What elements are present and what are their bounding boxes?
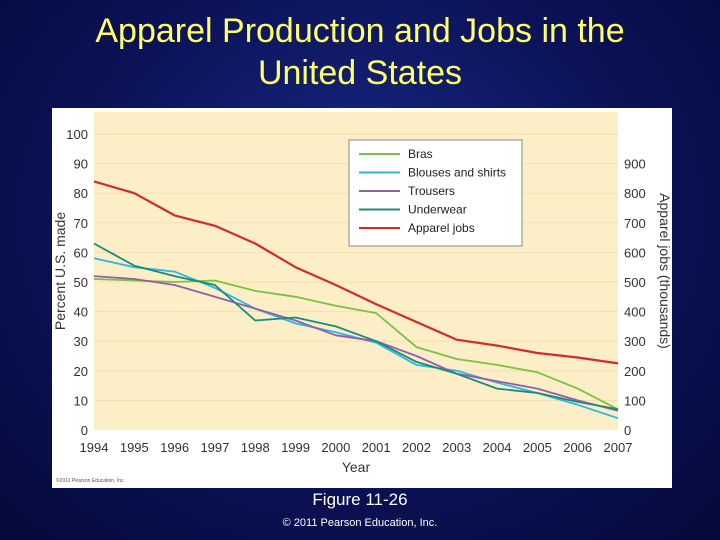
x-tick-label: 1994 xyxy=(79,440,109,455)
chart-figure xyxy=(52,108,672,488)
y-tick-label: 0 xyxy=(80,423,88,438)
y-tick-label: 30 xyxy=(73,334,88,350)
legend-label: Blouses and shirts xyxy=(408,165,507,180)
legend-label: Underwear xyxy=(408,202,467,217)
y2-tick-label: 300 xyxy=(624,334,646,350)
y2-axis-label: Apparel jobs (thousands) xyxy=(657,193,672,349)
y2-tick-label: 400 xyxy=(624,304,646,320)
y-tick-label: 70 xyxy=(73,215,88,231)
x-tick-label: 1997 xyxy=(200,440,230,455)
x-axis-ticks xyxy=(80,440,633,455)
y-tick-label: 90 xyxy=(73,156,88,172)
y-tick-label: 10 xyxy=(73,393,88,409)
x-tick-label: 1999 xyxy=(281,440,310,455)
y-tick-label: 100 xyxy=(66,127,88,142)
y2-tick-label: 700 xyxy=(624,215,646,231)
line-chart xyxy=(52,108,672,488)
y2-tick-label: 900 xyxy=(624,156,646,172)
legend-label: Apparel jobs xyxy=(408,221,475,235)
x-tick-label: 2007 xyxy=(603,440,633,455)
y-tick-label: 80 xyxy=(73,186,88,202)
y-tick-label: 40 xyxy=(73,304,88,320)
y-axis-label: Percent U.S. made xyxy=(52,211,68,331)
legend xyxy=(349,140,522,246)
y-tick-label: 50 xyxy=(73,275,88,290)
slide-title-line-1: Apparel Production and Jobs in the xyxy=(95,12,625,50)
x-tick-label: 2005 xyxy=(522,440,552,455)
x-tick-label: 1995 xyxy=(119,440,149,455)
x-tick-label: 1996 xyxy=(160,440,190,455)
right-axis-ticks xyxy=(624,157,646,438)
y-tick-label: 20 xyxy=(73,363,88,379)
x-tick-label: 2002 xyxy=(402,440,431,455)
x-tick-label: 2000 xyxy=(321,440,351,455)
y2-tick-label: 100 xyxy=(624,393,646,409)
x-tick-label: 2001 xyxy=(361,440,391,455)
legend-label: Bras xyxy=(408,147,433,161)
y2-tick-label: 200 xyxy=(624,363,646,379)
y2-tick-label: 500 xyxy=(624,275,646,290)
x-axis-label: Year xyxy=(341,459,371,475)
chart-credit: ©2011 Pearson Education, Inc. xyxy=(56,478,125,484)
x-tick-label: 2003 xyxy=(442,440,472,455)
x-tick-label: 2004 xyxy=(482,440,512,455)
x-tick-label: 2006 xyxy=(563,440,593,455)
slide-title-line-2: United States xyxy=(257,54,463,92)
y2-tick-label: 800 xyxy=(624,186,646,202)
legend-label: Trousers xyxy=(408,184,455,198)
y2-tick-label: 600 xyxy=(624,245,646,261)
copyright-text: © 2011 Pearson Education, Inc. xyxy=(282,517,438,529)
figure-caption: Figure 11-26 xyxy=(312,490,408,509)
y-tick-label: 60 xyxy=(73,245,88,261)
y2-tick-label: 0 xyxy=(624,423,632,438)
x-tick-label: 1998 xyxy=(240,440,270,455)
left-axis-ticks xyxy=(66,127,88,438)
slide-title xyxy=(0,10,720,94)
